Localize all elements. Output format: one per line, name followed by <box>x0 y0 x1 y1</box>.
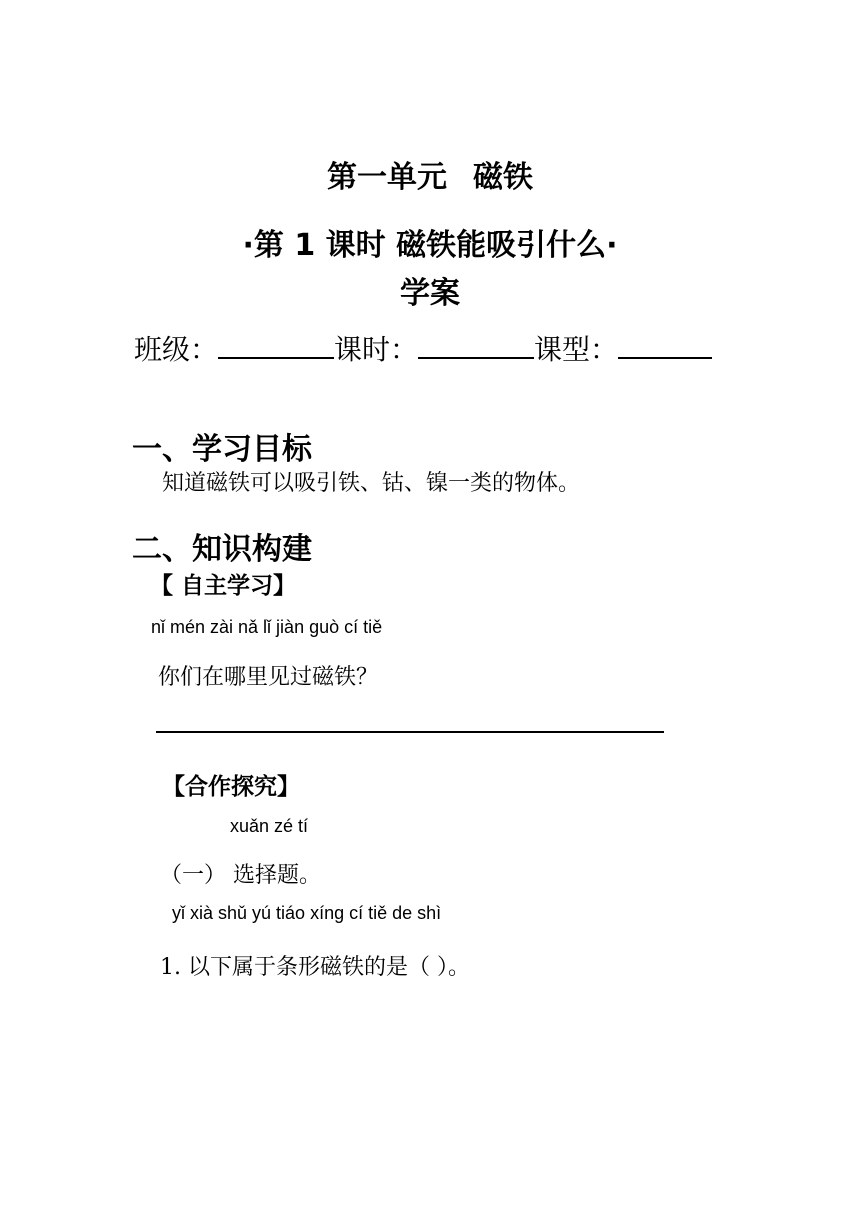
choice-subheading: （一） 选择题。 <box>160 863 321 888</box>
lesson-title: ·第 1 课时 磁铁能吸引什么· <box>242 228 618 263</box>
cooperative-heading: 【合作探究】 <box>162 774 300 800</box>
question1-text: 1. 以下属于条形磁铁的是（ ）。 <box>160 955 470 980</box>
section-heading-knowledge: 二、知识构建 <box>132 532 312 567</box>
period-blank[interactable] <box>418 331 534 359</box>
info-fields-row <box>134 328 712 368</box>
class-blank[interactable] <box>218 331 334 359</box>
question1-pinyin: yǐ xià shǔ yú tiáo xíng cí tiě de shì <box>172 903 442 923</box>
unit-title-topic: 磁铁 <box>473 160 533 195</box>
self-study-question: 你们在哪里见过磁铁？ <box>158 665 379 690</box>
section-heading-goals: 一、学习目标 <box>132 432 312 467</box>
self-study-heading: 【 自主学习】 <box>150 573 297 599</box>
class-label: 班级： <box>134 333 219 366</box>
unit-title <box>0 152 860 196</box>
answer-line[interactable] <box>156 731 664 733</box>
unit-title-main: 第一单元 <box>327 160 447 195</box>
learning-goal-text: 知道磁铁可以吸引铁、钴、镍一类的物体。 <box>162 471 581 496</box>
doc-type-title: 学案 <box>400 276 460 311</box>
type-blank[interactable] <box>618 331 712 359</box>
period-label: 课时： <box>334 333 419 366</box>
choice-pinyin: xuǎn zé tí <box>230 816 309 836</box>
self-study-pinyin: nǐ mén zài nǎ lǐ jiàn guò cí tiě <box>151 617 383 637</box>
type-label: 课型： <box>534 333 619 366</box>
